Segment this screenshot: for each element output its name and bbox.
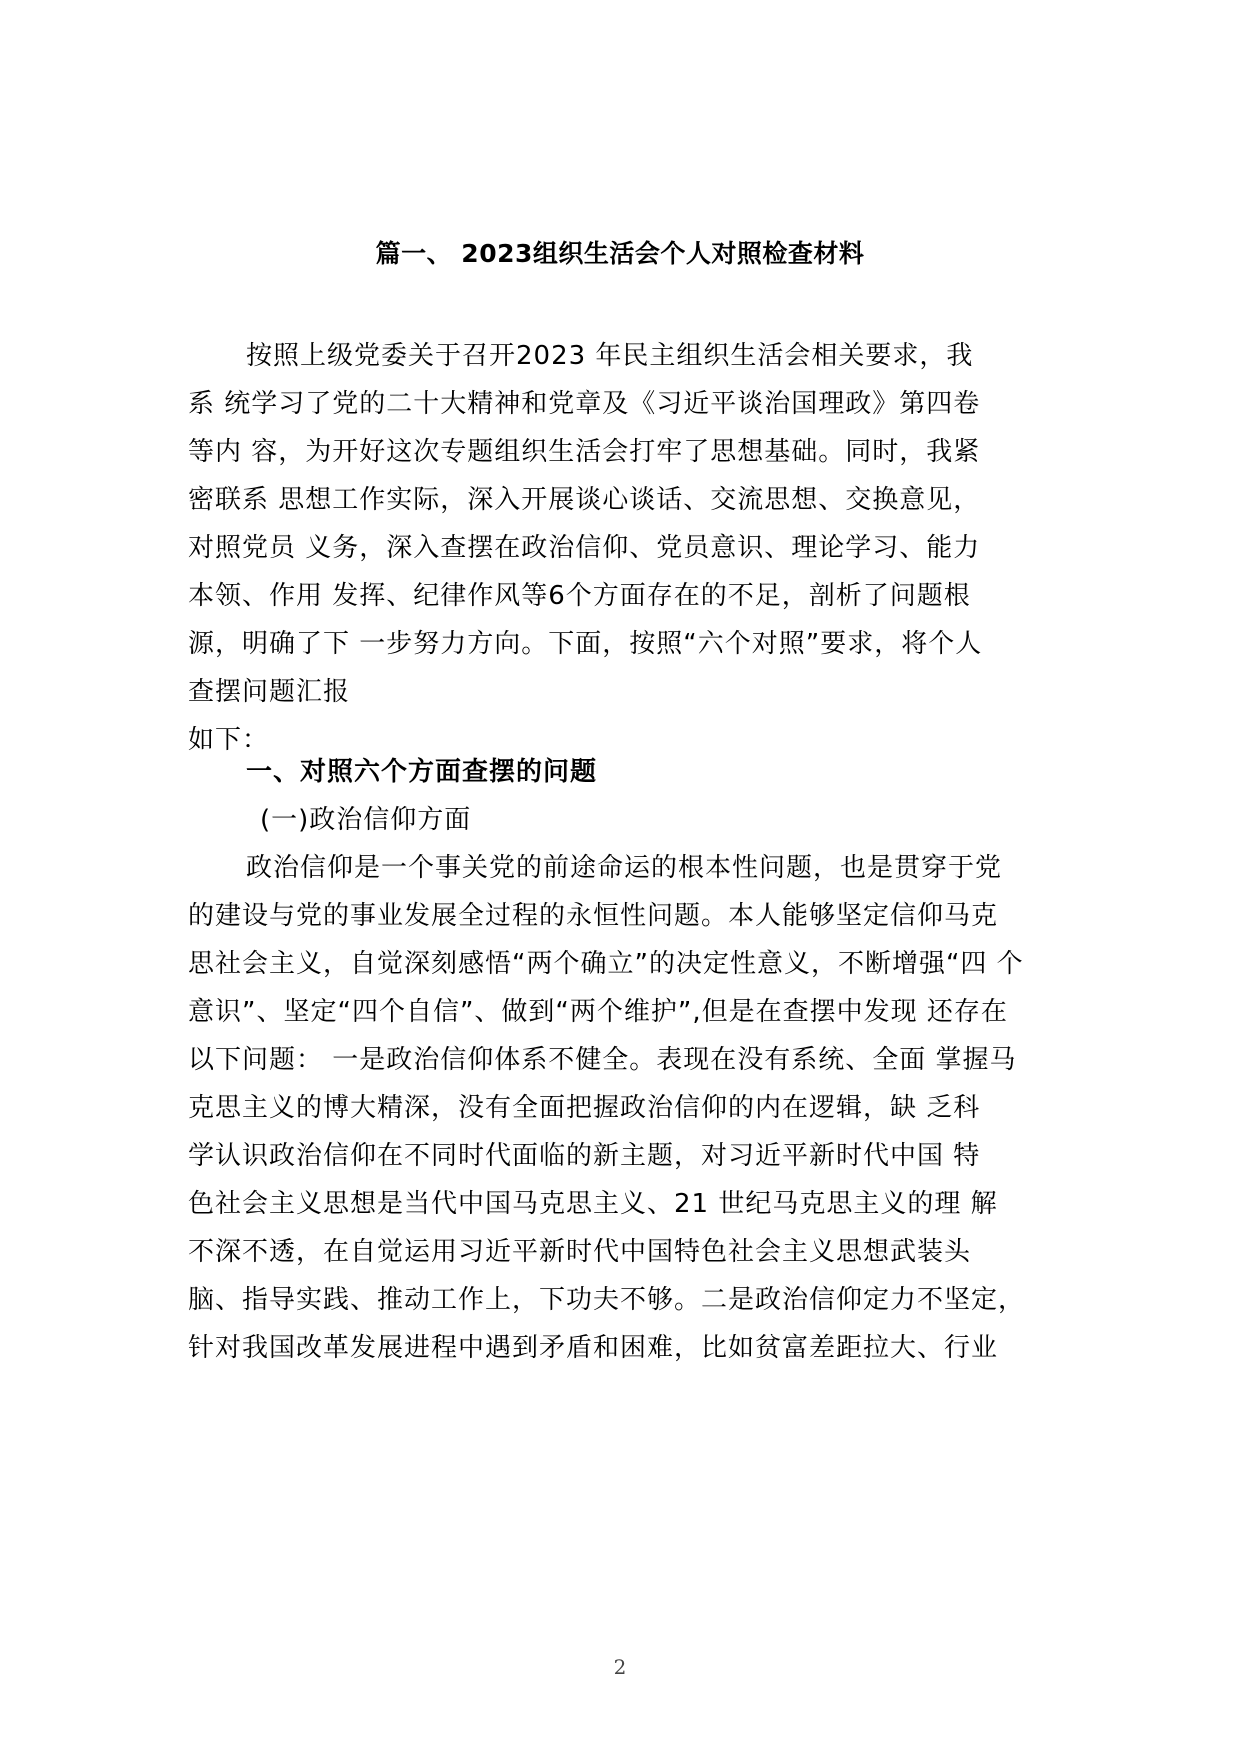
section-heading-block: [188, 748, 1058, 844]
body-paragraph: [188, 844, 1058, 1372]
paragraph-line: 等内 容，为开好这次专题组织生活会打牢了思想基础。同时，我紧: [188, 437, 981, 467]
paragraph-line: 不深不透，在自觉运用习近平新时代中国特色社会主义思想武装头: [188, 1237, 972, 1267]
paragraph-line: 脑、指导实践、推动工作上，下功夫不够。二是政治信仰定力不坚定，: [188, 1285, 1026, 1315]
paragraph-line: 以下问题： 一是政治信仰体系不健全。表现在没有系统、全面 掌握马: [188, 1045, 1017, 1075]
paragraph-line: 如下：: [188, 725, 270, 755]
paragraph-line: 学认识政治信仰在不同时代面临的新主题，对习近平新时代中国 特: [188, 1141, 981, 1171]
paragraph-line: 密联系 思想工作实际，深入开展谈心谈话、交流思想、交换意见，: [188, 485, 981, 515]
paragraph-line: 针对我国改革发展进程中遇到矛盾和困难，比如贫富差距拉大、行业: [188, 1333, 999, 1363]
paragraph-line: 意识”、坚定“四个自信”、做到“两个维护”,但是在查摆中发现 还存在: [188, 997, 1008, 1027]
paragraph-line: 查摆问题汇报: [188, 677, 351, 707]
paragraph-line: 克思主义的博大精深，没有全面把握政治信仰的内在逻辑，缺 乏科: [188, 1093, 981, 1123]
paragraph-line: 本领、作用 发挥、纪律作风等6个方面存在的不足，剖析了问题根: [188, 581, 971, 611]
page-number: 2: [613, 1655, 627, 1679]
paragraph-line: 的建设与党的事业发展全过程的永恒性问题。本人能够坚定信仰马克: [188, 901, 999, 931]
intro-paragraph: [188, 332, 1058, 764]
paragraph-line: 政治信仰是一个事关党的前途命运的根本性问题，也是贯穿于党: [246, 853, 1003, 883]
paragraph-line: 按照上级党委关于召开2023 年民主组织生活会相关要求，我: [246, 341, 974, 371]
paragraph-line: 系 统学习了党的二十大精神和党章及《习近平谈治国理政》第四卷: [188, 389, 981, 419]
paragraph-line: 思社会主义，自觉深刻感悟“两个确立”的决定性意义，不断增强“四 个: [188, 949, 1024, 979]
paragraph-line: 源，明确了下 一步努力方向。下面，按照“六个对照”要求，将个人: [188, 629, 983, 659]
paragraph-line: 对照党员 义务，深入查摆在政治信仰、党员意识、理论学习、能力: [188, 533, 981, 563]
section-heading: 一、对照六个方面查摆的问题: [246, 757, 598, 787]
subsection-heading: (一)政治信仰方面: [260, 805, 472, 835]
document-title: 篇一、 2023组织生活会个人对照检查材料: [375, 239, 865, 268]
paragraph-line: 色社会主义思想是当代中国马克思主义、21 世纪马克思主义的理 解: [188, 1189, 998, 1219]
